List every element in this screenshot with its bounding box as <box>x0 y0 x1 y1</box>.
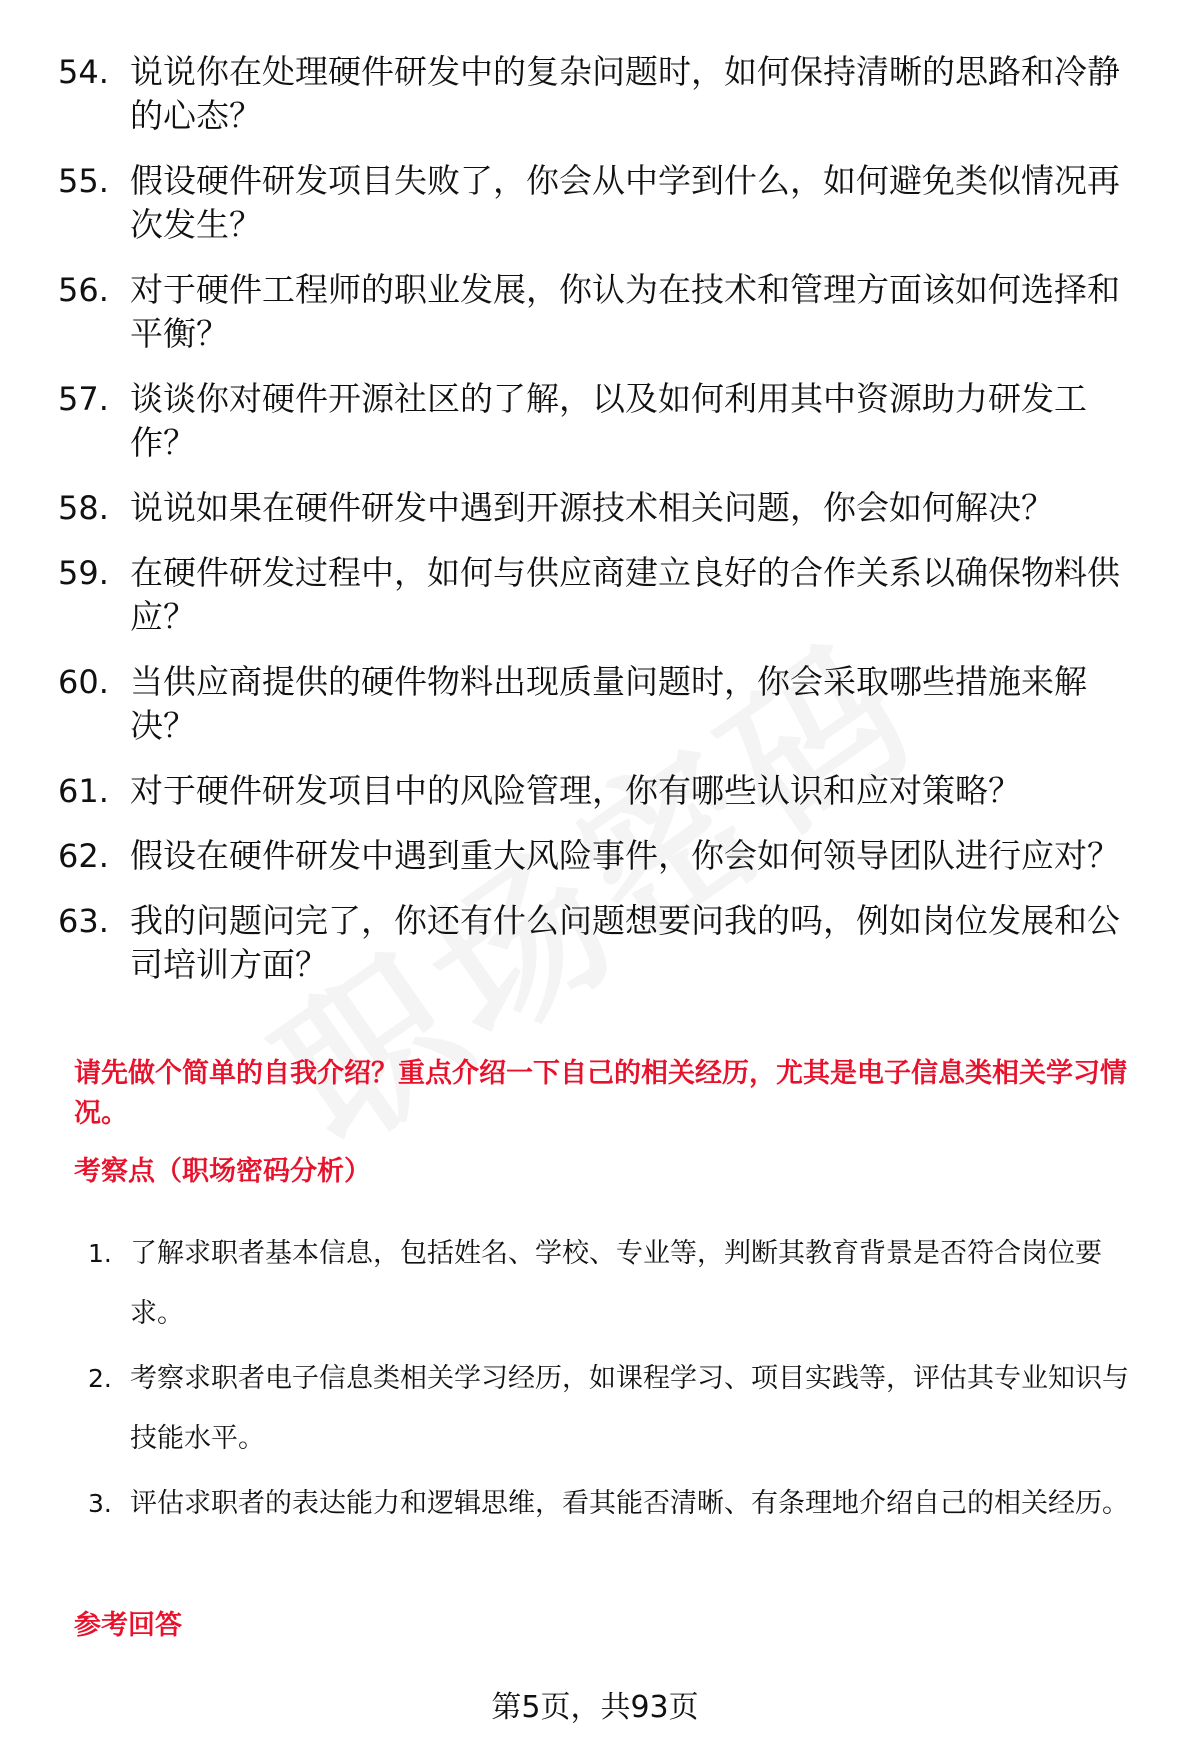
question-text: 谈谈你对硬件开源社区的了解，以及如何利用其中资源助力研发工作？ <box>130 379 1087 462</box>
question-item <box>58 50 1148 138</box>
question-item <box>58 899 1148 987</box>
analysis-number: 1. <box>88 1239 112 1268</box>
question-number: 57. <box>58 380 109 418</box>
question-text: 假设硬件研发项目失败了，你会从中学到什么，如何避免类似情况再次发生？ <box>130 161 1120 244</box>
analysis-item <box>88 1349 1148 1469</box>
analysis-list <box>88 1224 1148 1539</box>
question-number: 60. <box>58 663 109 701</box>
page-footer: 第5页，共93页 <box>491 1690 699 1725</box>
question-text: 当供应商提供的硬件物料出现质量问题时，你会采取哪些措施来解决？ <box>130 662 1087 745</box>
answer-heading: 参考回答 <box>74 1610 182 1641</box>
question-list <box>58 50 1148 1008</box>
question-item <box>58 159 1148 247</box>
question-item <box>58 551 1148 639</box>
question-text: 对于硬件研发项目中的风险管理，你有哪些认识和应对策略？ <box>130 771 1021 810</box>
analysis-heading: 考察点（职场密码分析） <box>74 1156 371 1187</box>
analysis-item <box>88 1224 1148 1344</box>
question-number: 63. <box>58 902 109 940</box>
question-text: 说说你在处理硬件研发中的复杂问题时，如何保持清晰的思路和冷静的心态？ <box>130 52 1120 135</box>
question-item <box>58 660 1148 748</box>
analysis-number: 2. <box>88 1364 112 1393</box>
question-number: 62. <box>58 837 109 875</box>
highlight-question: 请先做个简单的自我介绍？重点介绍一下自己的相关经历，尤其是电子信息类相关学习情况。 <box>74 1058 1127 1129</box>
question-item <box>58 377 1148 465</box>
question-item <box>58 486 1148 530</box>
question-text: 对于硬件工程师的职业发展，你认为在技术和管理方面该如何选择和平衡？ <box>130 270 1120 353</box>
question-number: 61. <box>58 772 109 810</box>
question-text: 说说如果在硬件研发中遇到开源技术相关问题，你会如何解决？ <box>130 488 1054 527</box>
analysis-item <box>88 1474 1148 1534</box>
question-number: 55. <box>58 162 109 200</box>
question-text: 假设在硬件研发中遇到重大风险事件，你会如何领导团队进行应对？ <box>130 836 1120 875</box>
question-number: 58. <box>58 489 109 527</box>
question-number: 54. <box>58 53 109 91</box>
question-number: 56. <box>58 271 109 309</box>
question-number: 59. <box>58 554 109 592</box>
analysis-number: 3. <box>88 1489 112 1518</box>
question-text: 在硬件研发过程中，如何与供应商建立良好的合作关系以确保物料供应？ <box>130 553 1120 636</box>
analysis-text: 了解求职者基本信息，包括姓名、学校、专业等，判断其教育背景是否符合岗位要求。 <box>130 1238 1102 1329</box>
question-item <box>58 769 1148 813</box>
analysis-text: 考察求职者电子信息类相关学习经历，如课程学习、项目实践等，评估其专业知识与技能水平。 <box>130 1363 1129 1454</box>
question-item <box>58 834 1148 878</box>
question-item <box>58 268 1148 356</box>
analysis-text: 评估求职者的表达能力和逻辑思维，看其能否清晰、有条理地介绍自己的相关经历。 <box>130 1488 1129 1519</box>
question-text: 我的问题问完了，你还有什么问题想要问我的吗，例如岗位发展和公司培训方面？ <box>130 901 1120 984</box>
